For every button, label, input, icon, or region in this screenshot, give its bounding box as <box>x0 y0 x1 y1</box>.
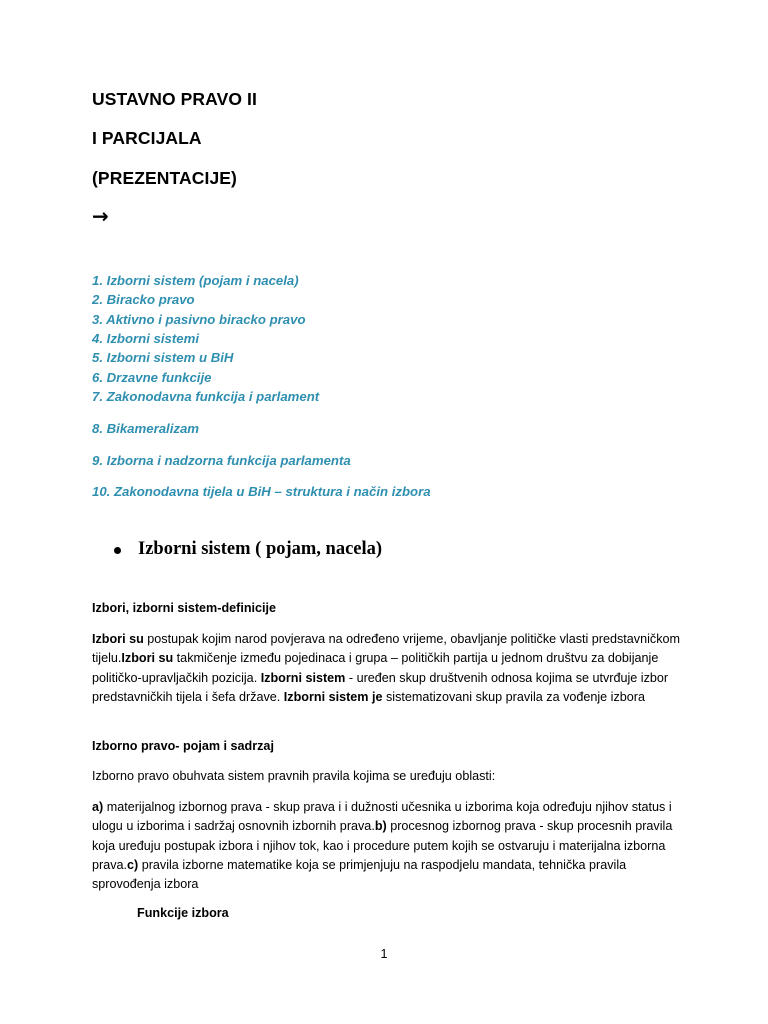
bold-term: c) <box>127 857 139 872</box>
arrow-right-icon: → <box>92 204 109 228</box>
toc-item: 6. Drzavne funkcije <box>92 370 212 385</box>
toc-item: 4. Izborni sistemi <box>92 331 199 346</box>
paragraph <box>92 630 682 707</box>
section-heading <box>114 539 382 560</box>
paragraph: Izborno pravo obuhvata sistem pravnih pravila kojima se uređuju oblasti: <box>92 769 496 783</box>
toc-item: 1. Izborni sistem (pojam i nacela) <box>92 273 299 288</box>
page-number: 1 <box>380 947 388 961</box>
bold-term: Izbori su <box>121 651 174 666</box>
paragraph-text: takmičenje između pojedinaca i grupa – političkih partija u jednom društvu za dobijanje političko-upravljačkih pozicija. <box>92 651 659 685</box>
paragraph-text: procesnog izbornog prava - skup procesnih pravila koja uređuju postupak izbora i njihov tok, kao i procedure putem kojih se ostvaruju i materijalna izborna prava. <box>92 819 673 872</box>
bold-term: Izborni sistem <box>260 670 346 685</box>
bold-term: a) <box>92 800 104 814</box>
document-subtitle: I PARCIJALA <box>92 128 202 148</box>
toc-item: 5. Izborni sistem u BiH <box>92 350 234 365</box>
paragraph-text: sistematizovani skup pravila za vođenje izbora <box>382 689 645 704</box>
paragraph-text: materijalnog izbornog prava - skup prava i i dužnosti učesnika u izborima koja određuju njihov status i ulogu u izborima i sadržaj osnovnih izbornih prava. <box>92 800 672 834</box>
bold-term: b) <box>374 819 387 834</box>
toc-item: 10. Zakonodavna tijela u BiH – struktura i način izbora <box>92 484 431 499</box>
document-note: (PREZENTACIJE) <box>92 168 237 188</box>
subheading: Funkcije izbora <box>137 906 229 920</box>
section-title: Izborni sistem ( pojam, nacela) <box>138 539 383 559</box>
toc-item: 3. Aktivno i pasivno biracko pravo <box>92 312 306 327</box>
paragraph-text: - uređen skup društvenih odnosa kojima se utvrđuje izbor predstavničkih tijela i šefa države. <box>92 670 669 704</box>
toc-item: 2. Biracko pravo <box>92 292 195 307</box>
paragraph <box>92 798 682 894</box>
bullet-icon <box>114 547 121 554</box>
bold-term: Izbori su <box>92 632 144 646</box>
toc-item: 8. Bikameralizam <box>92 421 200 436</box>
toc-item: 7. Zakonodavna funkcija i parlament <box>92 389 320 404</box>
paragraph-text: pravila izborne matematike koja se primjenjuju na raspodjelu mandata, tehnička pravila sprovođenja izbora <box>92 857 627 892</box>
bold-term: Izborni sistem je <box>283 689 383 704</box>
paragraph-text: postupak kojim narod povjerava na određeno vrijeme, obavljanje političke vlasti predstavničkom tijelu. <box>92 632 680 666</box>
document-title: USTAVNO PRAVO II <box>92 89 257 109</box>
toc-item: 9. Izborna i nadzorna funkcija parlamenta <box>92 453 351 468</box>
subheading: Izbori, izborni sistem-definicije <box>92 601 277 615</box>
subheading: Izborno pravo- pojam i sadrzaj <box>92 739 274 753</box>
